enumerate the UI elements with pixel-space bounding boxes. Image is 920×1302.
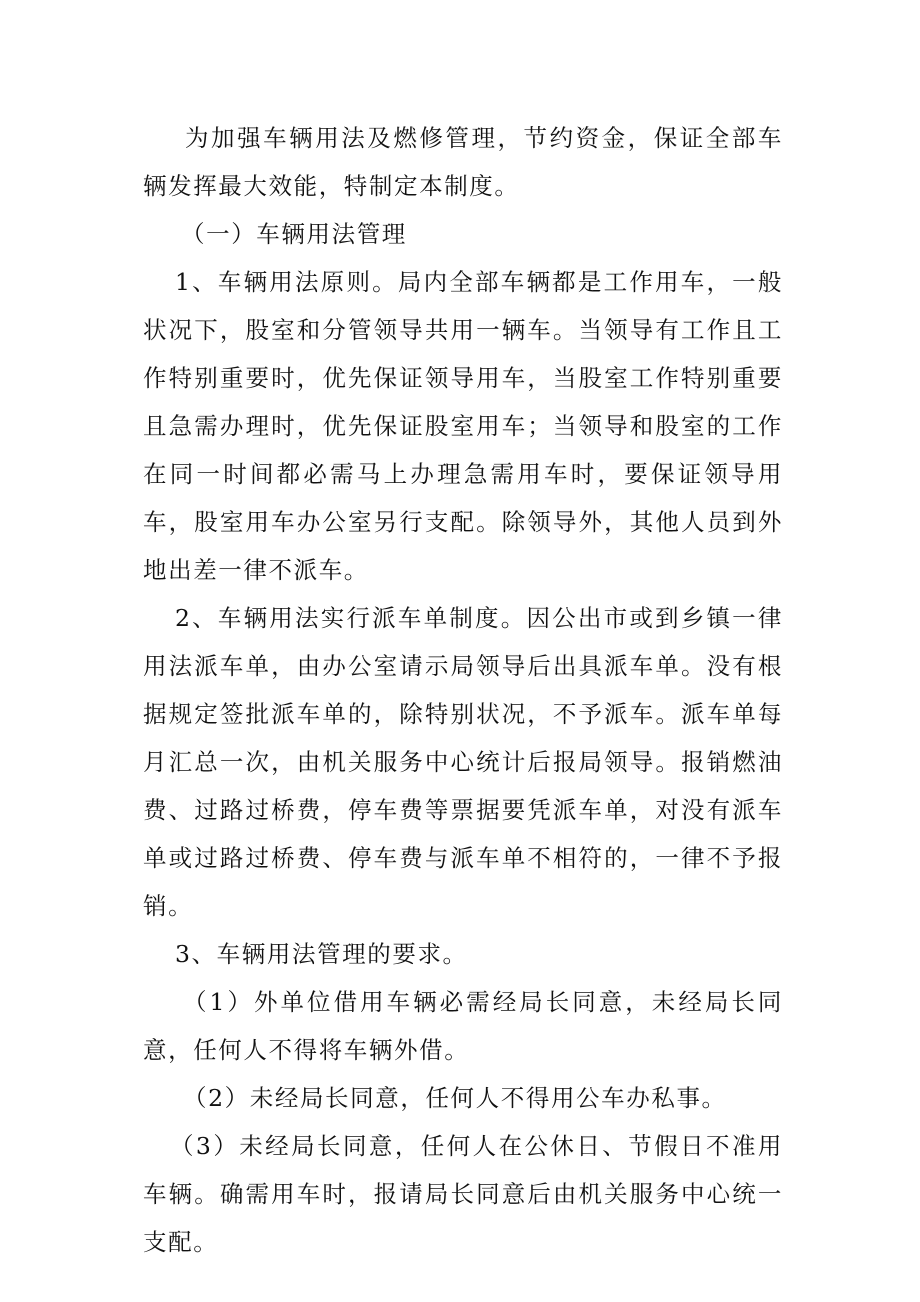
item-3-paragraph: 3、车辆用法管理的要求。	[175, 940, 468, 968]
intro-paragraph: 为加强车辆用法及燃修管理，节约资金，保证全部车辆发挥最大效能，特制定本制度。	[143, 124, 783, 200]
item-1-paragraph: 1、车辆用法原则。局内全部车辆都是工作用车，一般状况下，股室和分管领导共用一辆车。当领导有工作且工作特别重要时，优先保证领导用车，当股室工作特别重要且急需办理时，优先保证股室用车；当领导和股室的工作在同一时间都必需马上办理急需用车时，要保证领导用车，股室用车办公室另行支配。除领导外，其他人员到外地出差一律不派车。	[143, 268, 783, 584]
sub-item-3-paragraph: （3）未经局长同意，任何人在公休日、节假日不准用车辆。确需用车时，报请局长同意后由机关服务中心统一支配。	[143, 1132, 783, 1256]
item-2-paragraph: 2、车辆用法实行派车单制度。因公出市或到乡镇一律用法派车单，由办公室请示局领导后出具派车单。没有根据规定签批派车单的，除特别状况，不予派车。派车单每月汇总一次，由机关服务中心统计后报局领导。报销燃油费、过路过桥费，停车费等票据要凭派车单，对没有派车单或过路过桥费、停车费与派车单不相符的，一律不予报销。	[143, 604, 783, 920]
section-heading: （一）车辆用法管理	[181, 220, 407, 248]
document-body	[143, 114, 783, 1266]
sub-item-2-paragraph: （2）未经局长同意，任何人不得用公车办私事。	[183, 1084, 727, 1112]
sub-item-1-paragraph: （1）外单位借用车辆必需经局长同意，未经局长同意，任何人不得将车辆外借。	[143, 988, 783, 1064]
